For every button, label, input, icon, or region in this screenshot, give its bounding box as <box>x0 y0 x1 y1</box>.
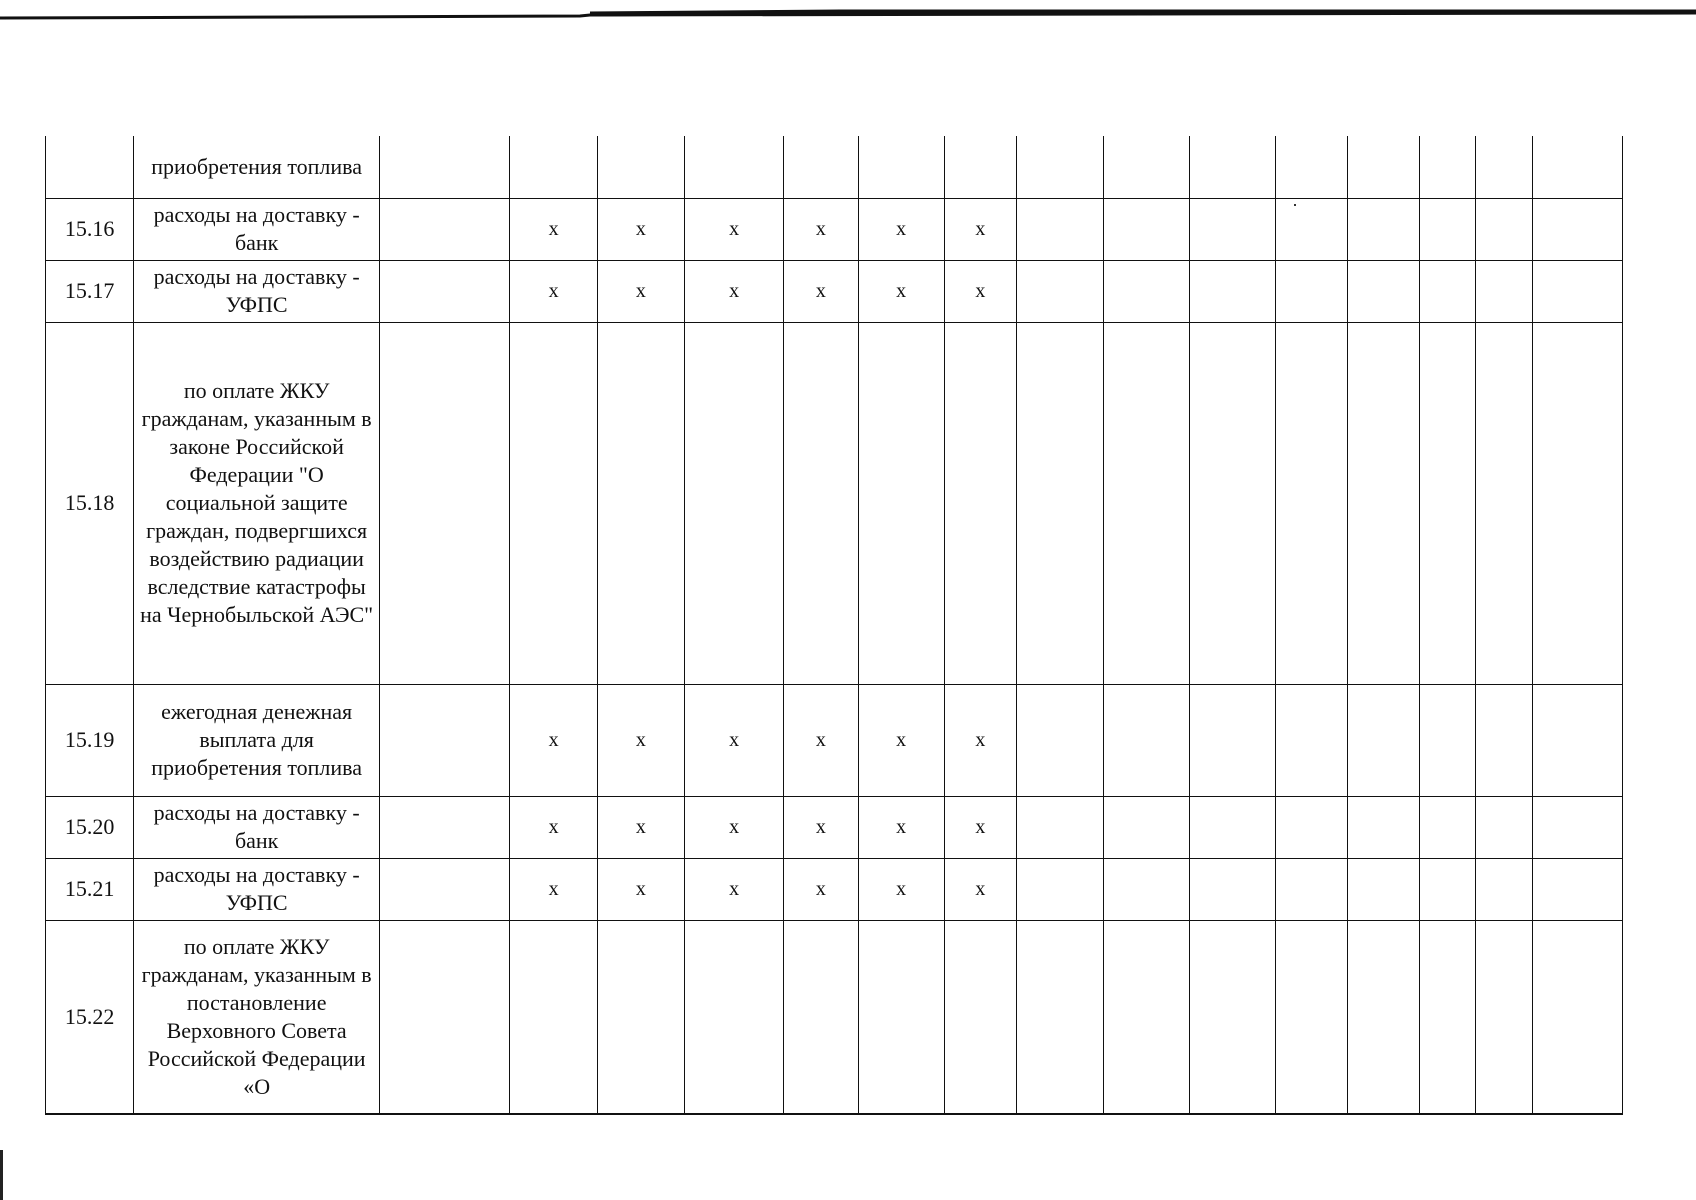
empty-cell <box>380 920 510 1114</box>
empty-cell <box>1104 198 1189 260</box>
mark-cell: x <box>510 198 597 260</box>
empty-cell <box>1104 136 1189 198</box>
empty-cell <box>1189 260 1275 322</box>
mark-cell: x <box>858 198 944 260</box>
table-body <box>46 136 1623 1114</box>
empty-cell <box>1348 136 1420 198</box>
mark-cell <box>944 136 1016 198</box>
empty-cell <box>1189 920 1275 1114</box>
mark-cell <box>858 920 944 1114</box>
row-description-cell: расходы на доставку - УФПС <box>134 260 380 322</box>
empty-cell <box>380 858 510 920</box>
table-row <box>46 796 1623 858</box>
row-description-cell: приобретения топлива <box>134 136 380 198</box>
row-description-cell: расходы на доставку - банк <box>134 796 380 858</box>
empty-cell <box>1420 322 1476 684</box>
empty-cell <box>1420 858 1476 920</box>
mark-cell: x <box>510 684 597 796</box>
mark-cell: x <box>944 796 1016 858</box>
empty-cell <box>1017 322 1104 684</box>
row-number-cell: 15.21 <box>46 858 134 920</box>
empty-cell <box>1275 796 1347 858</box>
mark-cell: x <box>858 260 944 322</box>
empty-cell <box>380 684 510 796</box>
scan-edge-line <box>0 8 1696 22</box>
row-description-cell: расходы на доставку - УФПС <box>134 858 380 920</box>
empty-cell <box>1189 858 1275 920</box>
row-number-cell: 15.18 <box>46 322 134 684</box>
table-row <box>46 322 1623 684</box>
mark-cell: x <box>858 858 944 920</box>
row-description-cell: по оплате ЖКУ гражданам, указанным в постановление Верховного Совета Российской Федерации «О <box>134 920 380 1114</box>
row-description-cell: расходы на доставку - банк <box>134 198 380 260</box>
empty-cell <box>1275 684 1347 796</box>
mark-cell: x <box>784 684 858 796</box>
row-number-cell: 15.20 <box>46 796 134 858</box>
empty-cell <box>1420 260 1476 322</box>
mark-cell: x <box>858 796 944 858</box>
empty-cell <box>380 136 510 198</box>
empty-cell <box>1017 684 1104 796</box>
empty-cell <box>1532 136 1622 198</box>
empty-cell <box>1189 796 1275 858</box>
empty-cell <box>380 260 510 322</box>
empty-cell <box>1104 322 1189 684</box>
mark-cell: x <box>858 684 944 796</box>
mark-cell: x <box>684 260 783 322</box>
empty-cell <box>1532 920 1622 1114</box>
empty-cell <box>1476 920 1532 1114</box>
mark-cell <box>944 920 1016 1114</box>
empty-cell <box>1532 260 1622 322</box>
mark-cell: x <box>944 858 1016 920</box>
row-number-cell: 15.22 <box>46 920 134 1114</box>
empty-cell <box>1104 684 1189 796</box>
empty-cell <box>1348 260 1420 322</box>
empty-cell <box>1420 198 1476 260</box>
mark-cell: x <box>684 684 783 796</box>
mark-cell <box>510 136 597 198</box>
mark-cell: x <box>684 198 783 260</box>
mark-cell <box>684 136 783 198</box>
mark-cell <box>858 322 944 684</box>
mark-cell: x <box>597 684 684 796</box>
empty-cell <box>1420 684 1476 796</box>
mark-cell: x <box>944 684 1016 796</box>
empty-cell <box>1476 136 1532 198</box>
mark-cell: x <box>784 796 858 858</box>
empty-cell <box>1275 858 1347 920</box>
empty-cell <box>1348 920 1420 1114</box>
mark-cell <box>784 136 858 198</box>
empty-cell <box>1348 198 1420 260</box>
empty-cell <box>1476 796 1532 858</box>
empty-cell <box>1189 684 1275 796</box>
empty-cell <box>1017 796 1104 858</box>
empty-cell <box>1348 322 1420 684</box>
empty-cell <box>1476 260 1532 322</box>
table-row <box>46 136 1623 198</box>
mark-cell: x <box>784 858 858 920</box>
empty-cell <box>380 198 510 260</box>
empty-cell <box>1420 136 1476 198</box>
mark-cell <box>684 920 783 1114</box>
empty-cell <box>1420 796 1476 858</box>
empty-cell <box>1348 684 1420 796</box>
empty-cell <box>1532 858 1622 920</box>
empty-cell <box>1017 136 1104 198</box>
empty-cell <box>1532 796 1622 858</box>
empty-cell <box>1348 796 1420 858</box>
row-description-cell: ежегодная денежная выплата для приобретения топлива <box>134 684 380 796</box>
empty-cell <box>1532 684 1622 796</box>
mark-cell: x <box>784 198 858 260</box>
table-row <box>46 198 1623 260</box>
empty-cell <box>1017 920 1104 1114</box>
empty-cell <box>1275 260 1347 322</box>
empty-cell <box>1275 920 1347 1114</box>
empty-cell <box>1017 858 1104 920</box>
empty-cell <box>380 796 510 858</box>
empty-cell <box>1476 198 1532 260</box>
mark-cell <box>597 322 684 684</box>
row-description-cell: по оплате ЖКУ гражданам, указанным в законе Российской Федерации "О социальной защите граждан, подвергшихся воздействию радиации вследствие катастрофы на Чернобыльской АЭС" <box>134 322 380 684</box>
empty-cell <box>1532 322 1622 684</box>
mark-cell: x <box>784 260 858 322</box>
row-number-cell <box>46 136 134 198</box>
mark-cell <box>784 920 858 1114</box>
empty-cell <box>1275 322 1347 684</box>
mark-cell <box>858 136 944 198</box>
empty-cell <box>1348 858 1420 920</box>
empty-cell <box>1476 684 1532 796</box>
empty-cell <box>1017 260 1104 322</box>
mark-cell <box>944 322 1016 684</box>
mark-cell: x <box>597 198 684 260</box>
empty-cell <box>1532 198 1622 260</box>
empty-cell <box>1189 198 1275 260</box>
row-number-cell: 15.19 <box>46 684 134 796</box>
empty-cell <box>1104 858 1189 920</box>
mark-cell: x <box>597 796 684 858</box>
budget-table <box>45 136 1623 1115</box>
empty-cell <box>1189 136 1275 198</box>
mark-cell <box>510 322 597 684</box>
empty-cell <box>1189 322 1275 684</box>
empty-cell <box>1104 260 1189 322</box>
table-row <box>46 858 1623 920</box>
mark-cell: x <box>510 858 597 920</box>
table-row <box>46 260 1623 322</box>
mark-cell: x <box>684 796 783 858</box>
empty-cell <box>1017 198 1104 260</box>
empty-cell <box>1476 858 1532 920</box>
mark-cell <box>510 920 597 1114</box>
mark-cell <box>684 322 783 684</box>
mark-cell: x <box>684 858 783 920</box>
mark-cell <box>597 136 684 198</box>
mark-cell: x <box>510 796 597 858</box>
empty-cell <box>1476 322 1532 684</box>
mark-cell: x <box>597 260 684 322</box>
table-row <box>46 920 1623 1114</box>
mark-cell <box>597 920 684 1114</box>
empty-cell <box>1420 920 1476 1114</box>
margin-mark <box>0 1150 3 1200</box>
mark-cell <box>784 322 858 684</box>
mark-cell: x <box>597 858 684 920</box>
table-row <box>46 684 1623 796</box>
empty-cell <box>1104 796 1189 858</box>
row-number-cell: 15.17 <box>46 260 134 322</box>
empty-cell <box>1275 136 1347 198</box>
mark-cell: x <box>944 260 1016 322</box>
mark-cell: x <box>510 260 597 322</box>
mark-cell: x <box>944 198 1016 260</box>
empty-cell <box>380 322 510 684</box>
empty-cell <box>1275 198 1347 260</box>
empty-cell <box>1104 920 1189 1114</box>
row-number-cell: 15.16 <box>46 198 134 260</box>
